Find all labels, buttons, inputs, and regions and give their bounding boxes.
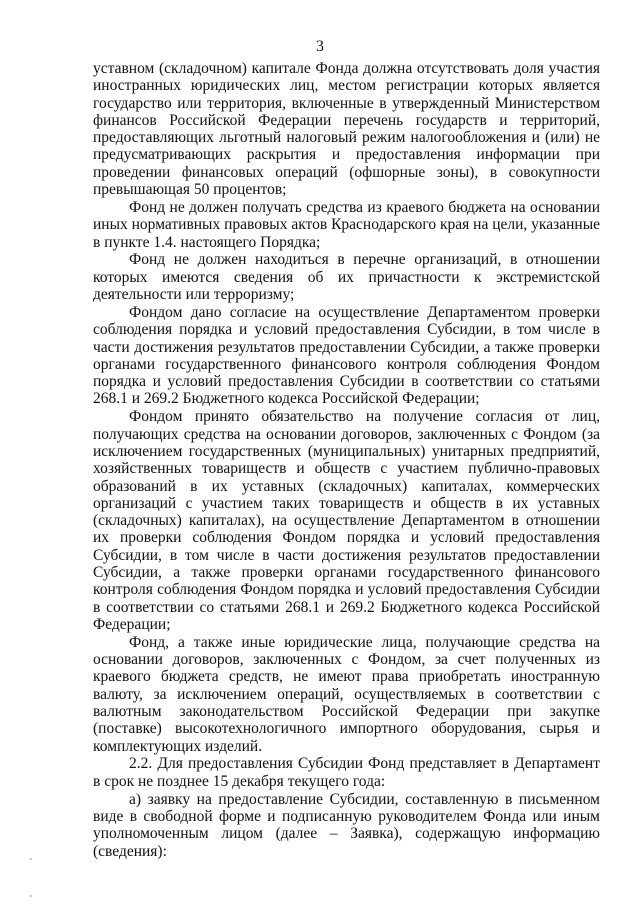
document-body [93, 60, 600, 860]
paragraph: Фонд не должен получать средства из краевого бюджета на основании иных нормативных правовых актов Краснодарского края на цели, указанные в пункте 1.4. настоящего Порядка; [93, 198, 600, 251]
paragraph: Фонд, а также иные юридические лица, получающие средства на основании договоров, заключенных с Фондом, за счет полученных из краевого бюджета средств, не имеют права приобретать иностранную валюту, за исключением операций, осуществляемых в соответствии с валютным законодательством Российской Федерации при закупке (поставке) высокотехнологичного импортного оборудования, сырья и комплектующих изделий. [93, 633, 600, 755]
paragraph: 2.2. Для предоставления Субсидии Фонд представляет в Департамент в срок не позднее 15 декабря текущего года: [93, 755, 600, 790]
scan-dot [30, 858, 32, 860]
paragraph: Фонд не должен находиться в перечне организаций, в отношении которых имеются сведения об их причастности к экстремистской деятельности или терроризму; [93, 251, 600, 304]
paragraph: Фондом дано согласие на осуществление Департаментом проверки соблюдения порядка и условий предоставления Субсидии, в том числе в части достижения результатов предоставлении Субсидии, а также проверки органами государственного финансового контроля соблюдения Фондом порядка и условий предоставления Субсидии в соответствии со статьями 268.1 и 269.2 Бюджетного кодекса Российской Федерации; [93, 303, 600, 408]
page-number: 3 [316, 38, 324, 55]
paragraph: а) заявку на предоставление Субсидии, составленную в письменном виде в свободной форме и подписанную руководителем Фонда или иным уполномоченным лицом (далее – Заявка), содержащую информацию (сведения): [93, 790, 600, 860]
scan-dot [30, 895, 32, 897]
paragraph: Фондом принято обязательство на получение согласия от лиц, получающих средства на основании договоров, заключенных с Фондом (за исключением государственных (муниципальных) унитарных предприятий, хозяйственных товариществ и обществ с участием публично-правовых образований в их уставных (складочных) капиталах, коммерческих организаций с участием таких товариществ и обществ в их уставных (складочных) капиталах), на осуществление Департаментом в отношении их проверки соблюдения Фондом порядка и условий предоставления Субсидии, в том числе в части достижения результатов предоставлении Субсидии, а также проверки органами государственного финансового контроля соблюдения Фондом порядка и условий предоставления Субсидии в соответствии со статьями 268.1 и 269.2 Бюджетного кодекса Российской Федерации; [93, 408, 600, 633]
paragraph: уставном (складочном) капитале Фонда должна отсутствовать доля участия иностранных юридических лиц, местом регистрации которых является государство или территория, включенные в утвержденный Министерством финансов Российской Федерации перечень государств и территорий, предоставляющих льготный налоговый режим налогообложения и (или) не предусматривающих раскрытия и предоставления информации при проведении финансовых операций (офшорные зоны), в совокупности превышающая 50 процентов; [93, 60, 600, 199]
